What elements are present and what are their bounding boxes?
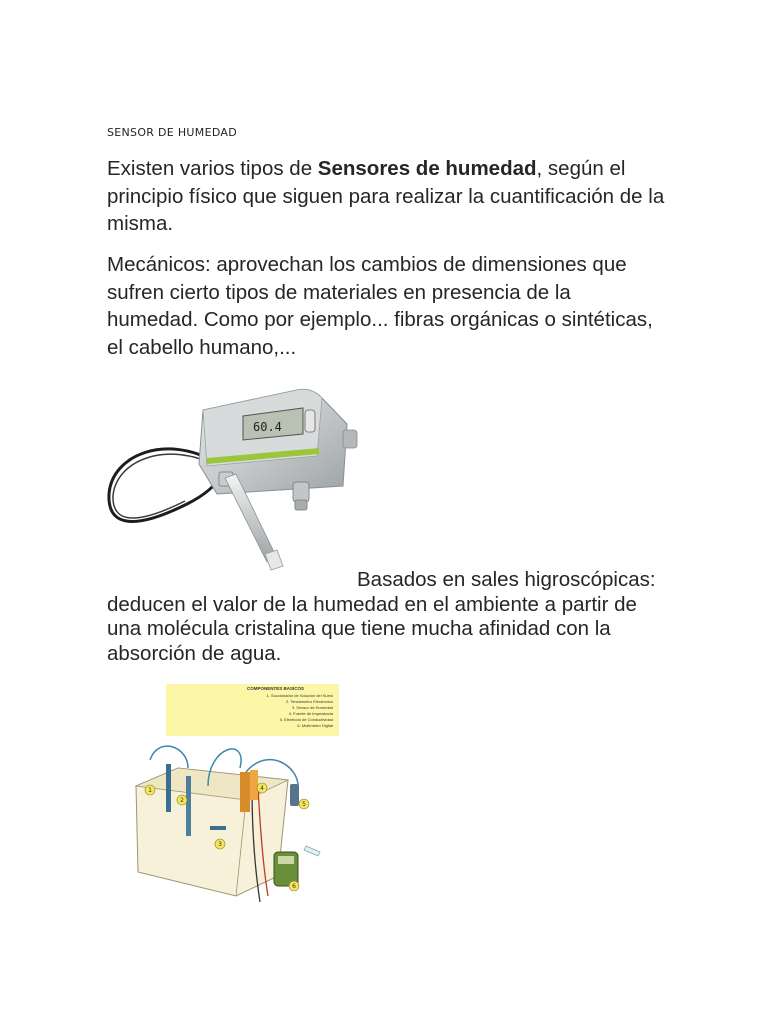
intro-text-start: Existen varios tipos de (107, 157, 318, 180)
marker-3: 3 (218, 841, 222, 848)
legend-item: 2. Tensiómetro Electrónico (285, 699, 333, 705)
legend-item: 3. Sensor de Humedad (291, 705, 333, 711)
diagram-illustration (128, 676, 348, 911)
legend-item: 5. Electrodo de Conductividad (279, 717, 333, 723)
document-heading: SENSOR DE HUMEDAD (107, 126, 237, 139)
intro-paragraph (107, 155, 667, 238)
marker-5: 5 (302, 801, 306, 808)
legend-title: COMPONENTES BASICOS (246, 686, 304, 691)
marker-1: 1 (148, 787, 152, 794)
hygroscopic-text: Basados en sales higroscópicas: deducen el valor de la humedad en el ambiente a partir de una molécula cristalina que tiene mucha afinidad con la absorción de agua. (107, 568, 656, 665)
soil-sensor-diagram (128, 676, 348, 911)
legend-item: 6. Multímetro Digital (297, 723, 333, 729)
display-reading: 60.4 (253, 420, 282, 434)
legend-item: 1. Succionador de Solución del Suelo (266, 693, 333, 698)
legend-item: 4. Fuente de Impedancia (288, 711, 333, 717)
mechanical-paragraph: Mecánicos: aprovechan los cambios de dimensiones que sufren cierto tipos de materiales en presencia de la humedad. Como por ejemplo... fibras orgánicas o sintéticas, el cabello humano,... (107, 253, 653, 359)
hygroscopic-paragraph (107, 568, 667, 666)
marker-2: 2 (180, 797, 184, 804)
intro-text-end: , según el principio físico que siguen para realizar la cuantificación de la misma. (107, 157, 665, 235)
humidity-transmitter-image (107, 374, 362, 589)
marker-6: 6 (292, 883, 296, 890)
intro-bold-term: Sensores de humedad (317, 157, 537, 180)
marker-4: 4 (260, 785, 264, 792)
